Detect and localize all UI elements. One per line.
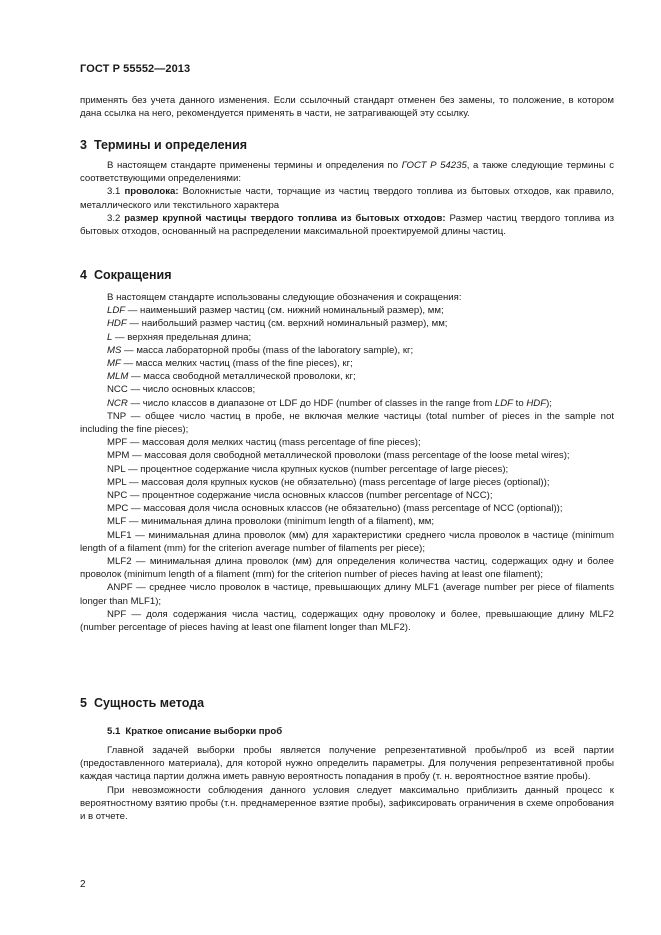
section-5-title: Сущность метода: [93, 696, 205, 710]
intro-block: [80, 94, 614, 120]
abbr-item: NCC — число основных классов;: [107, 384, 256, 396]
term-3-1: 3.1 проволока: Волокнистые части, торчащие из частиц твердого топлива из бытовых отходов, как правило, металлического или текстильного характера: [80, 186, 614, 211]
document-header: ГОСТ Р 55552—2013: [80, 63, 191, 75]
abbr-item: MPF — массовая доля мелких частиц (mass percentage of fine pieces);: [107, 437, 421, 449]
abbr-item: MPL — массовая доля крупных кусков (не обязательно) (mass percentage of large pieces (optional));: [107, 476, 550, 488]
abbr-item: MLM — масса свободной металлической проволоки, кг;: [107, 371, 356, 383]
abbr-item: L — верхняя предельная длина;: [107, 331, 252, 343]
abbr-item-ncr: NCR — число классов в диапазоне от LDF до HDF (number of classes in the range from LDF to HDF);: [107, 397, 552, 409]
term-3-1-name: проволока:: [124, 186, 179, 198]
abbr-item: MPM — массовая доля свободной металлической проволоки (mass percentage of the loose metal wires);: [107, 450, 570, 462]
abbr-item: MLF1 — минимальная длина проволок (мм) для характеристики среднего числа проволок в частице (minimum length of a filament (mm) for the criterion average number of filaments per piece);: [80, 529, 614, 554]
section-5-number: 5: [80, 696, 87, 710]
subsection-5-1-heading: [80, 726, 614, 737]
section-4-intro: В настоящем стандарте использованы следующие обозначения и сокращения:: [107, 292, 462, 303]
abbr-item: TNP — общее число частиц в пробе, не включая мелкие частицы (total number of pieces in the sample not including the fine pieces);: [80, 410, 614, 436]
abbr-item: MF — масса мелких частиц (mass of the fine pieces), кг;: [107, 358, 353, 370]
abbr-item: ANPF — среднее число проволок в частице, превышающих длину MLF1 (average number per piece of filaments longer than MLF1);: [80, 582, 614, 607]
page-number: 2: [80, 879, 86, 890]
section-5-paragraph: При невозможности соблюдения данного условия следует максимально приблизить данный процесс к вероятностному взятию пробы (т.н. преднамеренное взятие пробы), зафиксировать ограничения в схеме опробования и в отчете.: [80, 784, 614, 823]
section-4-heading: [80, 268, 614, 282]
section-3-number: 3: [80, 138, 87, 152]
section-3-intro: В настоящем стандарте применены термины и определения по ГОСТ Р 54235, а также следующие термины с соответствующими определениями:: [80, 160, 614, 185]
section-4-body: [80, 291, 614, 634]
section-4-number: 4: [80, 268, 87, 282]
section-5-paragraph: Главной задачей выборки пробы является получение репрезентативной пробы/проб из всей партии (предоставленного материала), для которой нужно определить параметры. Для получения репрезентативной пробы каждая частица партии должна иметь равную вероятность попадания в пробу (т. н. вероятностное взятие пробы).: [80, 745, 614, 783]
section-4-title: Сокращения: [93, 268, 172, 282]
subsection-5-1-number: 5.1: [107, 726, 121, 737]
abbr-item: NPC — процентное содержание числа основных классов (number percentage of NCC);: [107, 490, 493, 502]
section-3-title: Термины и определения: [93, 138, 248, 152]
section-3-heading: [80, 138, 614, 152]
term-3-2: 3.2 размер крупной частицы твердого топлива из бытовых отходов: Размер частиц твердого топлива из бытовых отходов, основанный на распределении максимальной проектируемой длины частиц.: [80, 212, 614, 238]
section-5-heading: [80, 696, 614, 710]
abbr-item: MLF — минимальная длина проволоки (minimum length of a filament), мм;: [107, 516, 435, 528]
section-3-body: [80, 159, 614, 238]
subsection-5-1-title: Краткое описание выборки проб: [125, 726, 283, 737]
intro-paragraph: применять без учета данного изменения. Если ссылочный стандарт отменен без замены, то положение, в котором дана ссылка на него, рекомендуется применять в части, не затрагивающей эту ссылку.: [80, 95, 614, 120]
abbr-item: MPC — массовая доля числа основных классов (не обязательно) (mass percentage of NCC (optional));: [107, 503, 563, 515]
abbr-item: NPF — доля содержания числа частиц, содержащих одну проволоку и более, превышающие длину MLF2 (number percentage of pieces having at least one filament longer than MLF2).: [80, 608, 614, 634]
abbr-item: LDF — наименьший размер частиц (см. нижний номинальный размер), мм;: [107, 305, 444, 317]
abbr-item: MLF2 — минимальная длина проволок (мм) для определения количества частиц, содержащих одну и более проволок (minimum length of a filament (mm) for the criterion number of pieces having at least one filament);: [80, 556, 614, 581]
abbr-item: NPL — процентное содержание числа крупных кусков (number percentage of large pieces);: [107, 463, 509, 475]
term-3-2-name: размер крупной частицы твердого топлива из бытовых отходов:: [124, 212, 446, 224]
section-5-body: [80, 744, 614, 823]
gost-reference: ГОСТ Р 54235: [401, 160, 467, 171]
abbr-item: MS — масса лабораторной пробы (mass of the laboratory sample), кг;: [107, 344, 414, 356]
abbr-item: HDF — наибольший размер частиц (см. верхний номинальный размер), мм;: [107, 318, 448, 330]
